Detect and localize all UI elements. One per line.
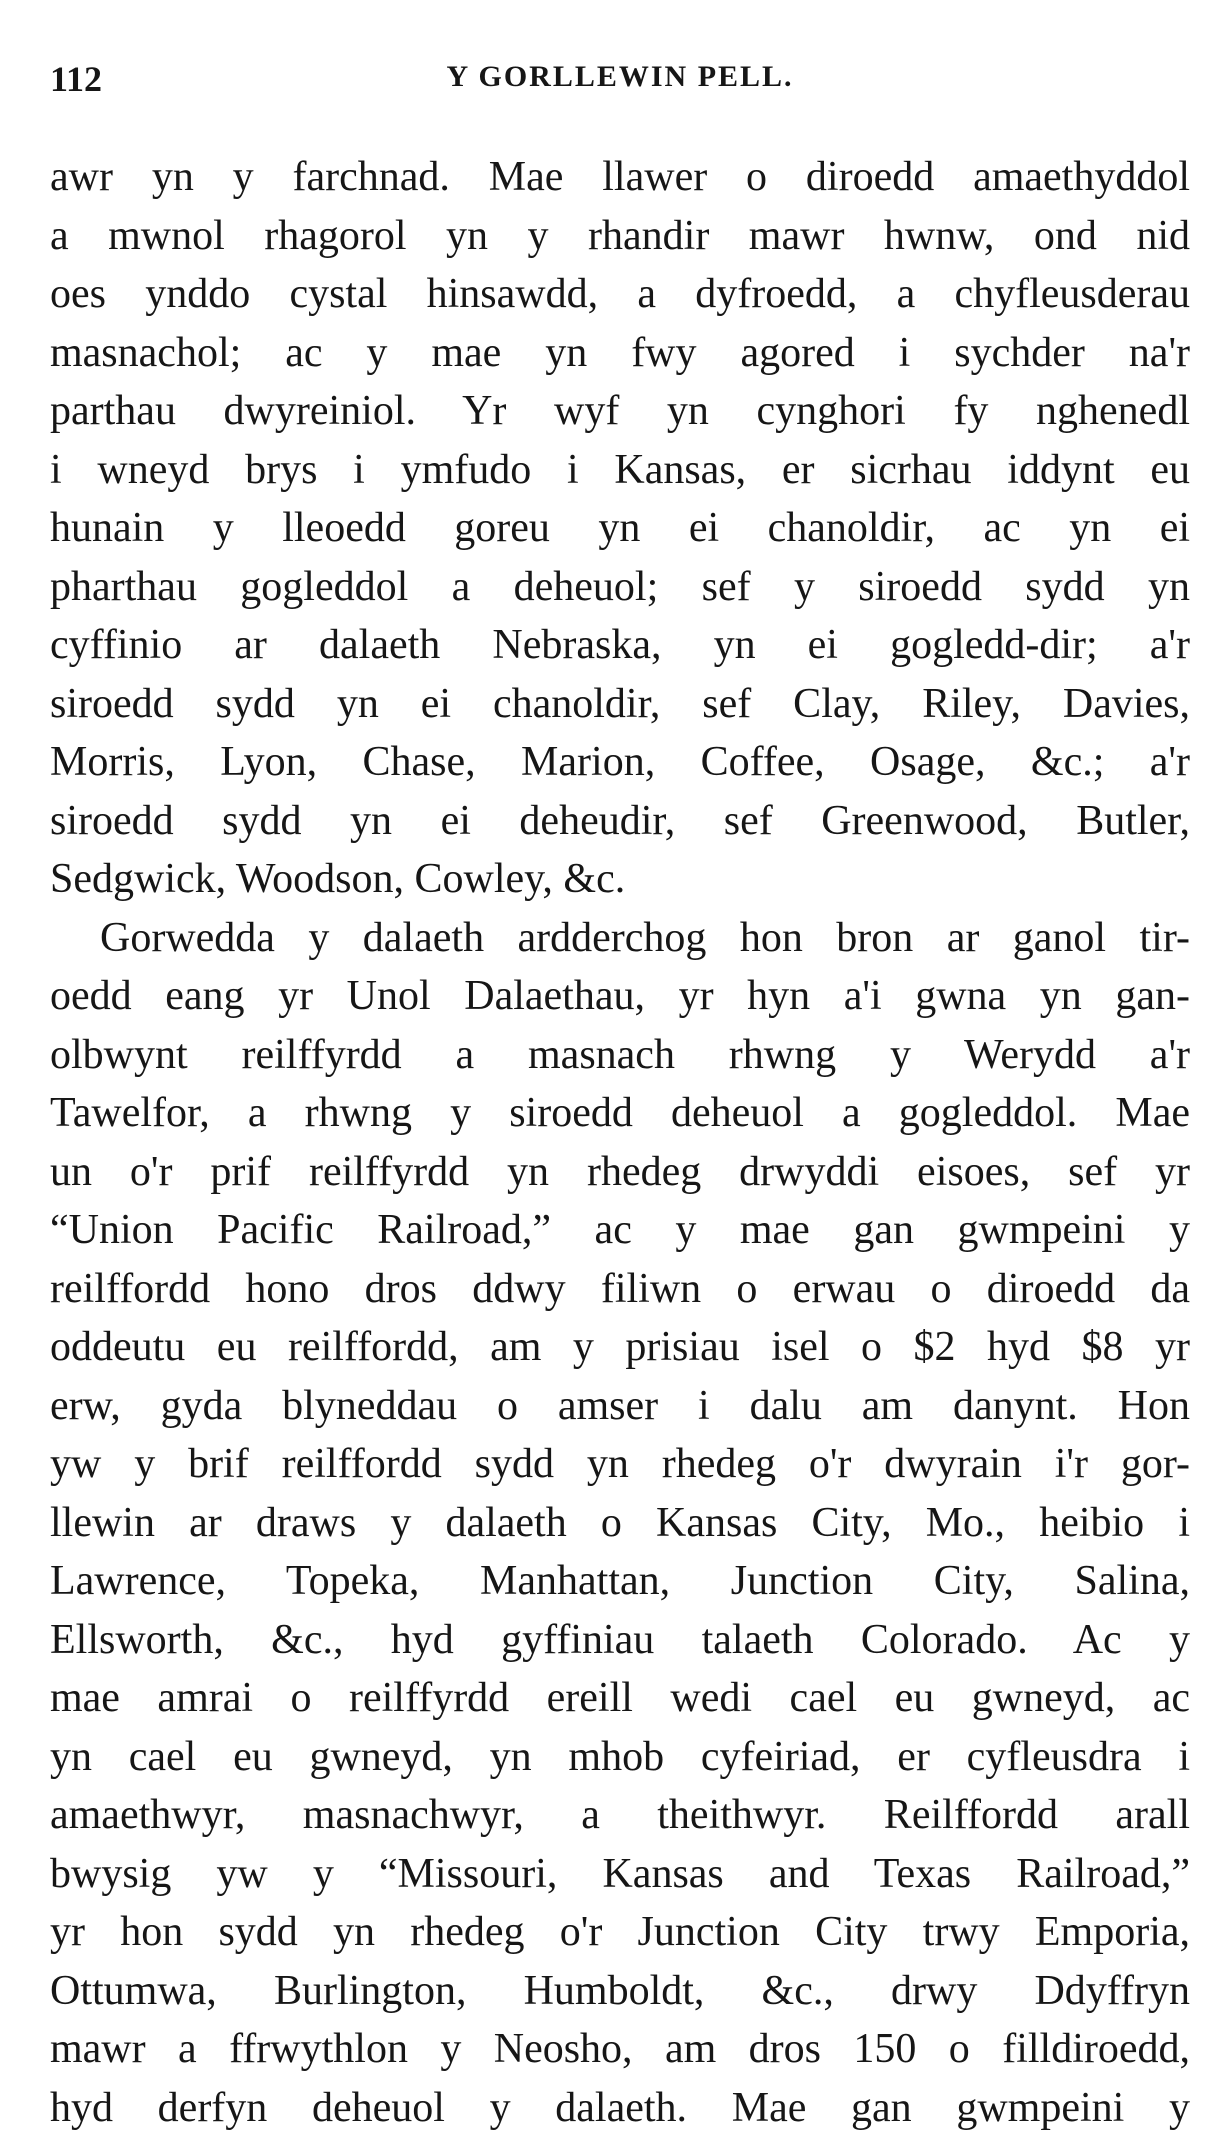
text-line: oedd eang yr Unol Dalaethau, yr hyn a'i gwna yn gan- — [50, 973, 1190, 1019]
text-line: yn cael eu gwneyd, yn mhob cyfeiriad, er cyfleusdra i — [50, 1733, 1190, 1780]
text-line: olbwynt reilffyrdd a masnach rhwng y Werydd a'r — [50, 1031, 1190, 1078]
book-page — [50, 0, 1190, 2140]
text-line: siroedd sydd yn ei deheudir, sef Greenwood, Butler, — [50, 797, 1190, 844]
running-head — [50, 58, 1190, 108]
text-line: yr hon sydd yn rhedeg o'r Junction City trwy Emporia, — [50, 1909, 1190, 1955]
text-line: Morris, Lyon, Chase, Marion, Coffee, Osage, &c.; a'r — [50, 739, 1190, 785]
text-line: bwysig yw y “Missouri, Kansas and Texas Railroad,” — [50, 1850, 1190, 1897]
text-line: oddeutu eu reilffordd, am y prisiau isel o $2 hyd $8 yr — [50, 1324, 1190, 1370]
text-line: Gorwedda y dalaeth ardderchog hon bron ar ganol tir- — [100, 914, 1190, 961]
text-line: parthau dwyreiniol. Yr wyf yn cynghori fy nghenedl — [50, 388, 1190, 434]
running-title: Y GORLLEWIN PELL. — [446, 60, 794, 93]
text-line: mae amrai o reilffyrdd ereill wedi cael eu gwneyd, ac — [50, 1675, 1190, 1721]
text-line: Sedgwick, Woodson, Cowley, &c. — [50, 856, 626, 902]
text-line: reilffordd hono dros ddwy filiwn o erwau o diroedd da — [50, 1265, 1190, 1312]
text-line: cyffinio ar dalaeth Nebraska, yn ei gogledd-dir; a'r — [50, 622, 1190, 668]
text-line: Ellsworth, &c., hyd gyffiniau talaeth Colorado. Ac y — [50, 1616, 1190, 1663]
body-text — [50, 148, 1190, 2137]
text-line: amaethwyr, masnachwyr, a theithwyr. Reilffordd arall — [50, 1792, 1190, 1838]
page-number: 112 — [50, 59, 103, 99]
text-line: i wneyd brys i ymfudo i Kansas, er sicrhau iddynt eu — [50, 446, 1190, 493]
text-line: siroedd sydd yn ei chanoldir, sef Clay, Riley, Davies, — [50, 680, 1190, 727]
text-line: Tawelfor, a rhwng y siroedd deheuol a gogleddol. Mae — [50, 1090, 1190, 1136]
text-line: awr yn y farchnad. Mae llawer o diroedd amaethyddol — [50, 154, 1190, 200]
text-line: hunain y lleoedd goreu yn ei chanoldir, ac yn ei — [50, 505, 1190, 551]
text-line: masnachol; ac y mae yn fwy agored i sychder na'r — [50, 329, 1190, 376]
text-line: hyd derfyn deheuol y dalaeth. Mae gan gwmpeini y — [50, 2084, 1190, 2131]
text-line: yw y brif reilffordd sydd yn rhedeg o'r dwyrain i'r gor- — [50, 1441, 1190, 1487]
text-line: un o'r prif reilffyrdd yn rhedeg drwyddi eisoes, sef yr — [50, 1148, 1190, 1195]
text-line: oes ynddo cystal hinsawdd, a dyfroedd, a chyfleusderau — [50, 271, 1190, 317]
text-line: erw, gyda blyneddau o amser i dalu am danynt. Hon — [50, 1382, 1190, 1429]
text-line: Lawrence, Topeka, Manhattan, Junction City, Salina, — [50, 1558, 1190, 1604]
text-line: “Union Pacific Railroad,” ac y mae gan gwmpeini y — [50, 1207, 1190, 1253]
text-line: mawr a ffrwythlon y Neosho, am dros 150 o filldiroedd, — [50, 2026, 1190, 2072]
text-line: pharthau gogleddol a deheuol; sef y siroedd sydd yn — [50, 563, 1190, 610]
text-line: a mwnol rhagorol yn y rhandir mawr hwnw, ond nid — [50, 212, 1190, 259]
text-line: Ottumwa, Burlington, Humboldt, &c., drwy Ddyffryn — [50, 1967, 1190, 2014]
text-line: llewin ar draws y dalaeth o Kansas City, Mo., heibio i — [50, 1499, 1190, 1546]
